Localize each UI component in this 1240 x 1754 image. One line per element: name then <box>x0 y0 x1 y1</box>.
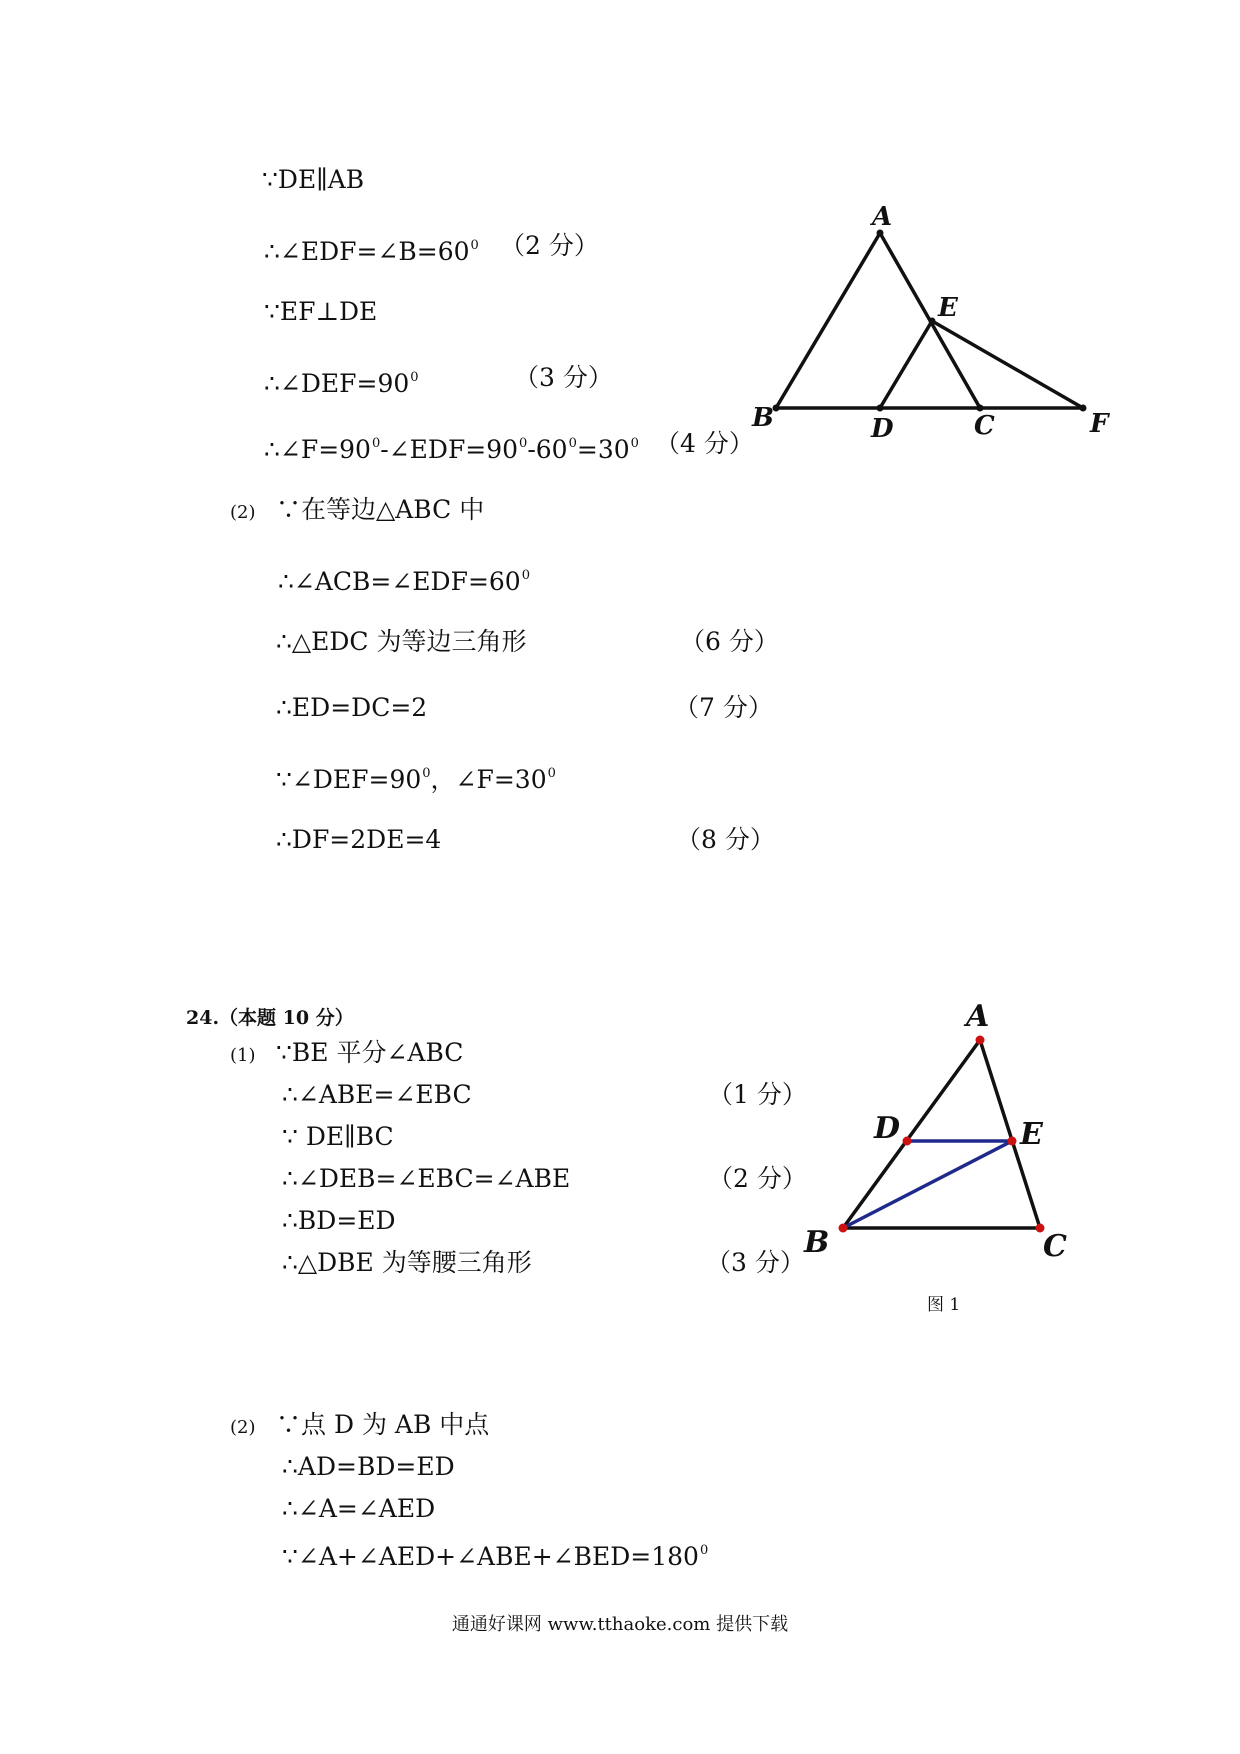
proof-line: ∴AD=BD=ED <box>282 1452 455 1481</box>
proof-line: ∴△DBE 为等腰三角形 <box>282 1248 532 1277</box>
sub-question-label: (1) <box>230 1045 256 1066</box>
question-heading: 24.（本题 10 分） <box>186 1007 354 1029</box>
label-C: C <box>1043 1229 1067 1264</box>
sub-question-label: (2) <box>230 1417 256 1438</box>
figure-caption: 图 1 <box>927 1295 961 1315</box>
label-C: C <box>974 411 995 441</box>
proof-line: ∵点 D 为 AB 中点 <box>276 1410 490 1439</box>
proof-line: ∵在等边△ABC 中 <box>276 495 485 524</box>
proof-line: ∵ DE∥BC <box>282 1122 394 1151</box>
proof-line: ∴△EDC 为等边三角形 <box>276 627 527 656</box>
label-E: E <box>1020 1117 1043 1152</box>
label-A: A <box>966 999 990 1034</box>
label-B: B <box>804 1225 830 1260</box>
point-D <box>903 1137 912 1146</box>
proof-line: ∴DF=2DE=4 <box>276 825 442 854</box>
label-D: D <box>874 1111 901 1146</box>
proof-line: ∴∠A=∠AED <box>282 1494 436 1523</box>
label-D: D <box>871 414 894 444</box>
label-B: B <box>752 403 774 433</box>
proof-line: ∴BD=ED <box>282 1206 396 1235</box>
segment-BE <box>843 1141 1012 1228</box>
proof-line: ∵DE∥AB <box>262 165 365 194</box>
score-label: （6 分） <box>680 627 779 656</box>
label-A: A <box>872 202 893 232</box>
proof-line: $\because\angle DEF=90^0$，$\angle F=30^0$ <box>276 765 556 794</box>
score-label: （4 分） <box>655 429 754 458</box>
proof-line: ∵EF⊥DE <box>264 297 378 326</box>
proof-line: $\therefore\angle EDF=\angle B=60^0$ <box>264 237 479 266</box>
score-label: （2 分） <box>708 1164 807 1193</box>
page-footer: 通通好课网 www.tthaoke.com 提供下载 <box>451 1614 789 1635</box>
segment-AB <box>843 1040 980 1228</box>
proof-line: ∵BE 平分∠ABC <box>276 1038 464 1067</box>
proof-line: ∴ED=DC=2 <box>276 693 428 722</box>
sub-question-label: (2) <box>230 502 256 523</box>
score-label: （7 分） <box>674 693 773 722</box>
score-label: （2 分） <box>500 231 599 260</box>
point-A <box>976 1036 985 1045</box>
proof-line: $\therefore\angle ACB=\angle EDF=60^0$ <box>278 567 530 596</box>
score-label: （3 分） <box>706 1248 805 1277</box>
proof-line: ∴∠DEB=∠EBC=∠ABE <box>282 1164 571 1193</box>
point-E <box>1008 1137 1017 1146</box>
label-E: E <box>938 293 958 323</box>
proof-line: $\therefore\angle DEF=90^0$ <box>264 369 419 398</box>
label-F: F <box>1090 409 1109 439</box>
proof-line: $\therefore\angle F=90^0-\angle EDF=90^0-60^0=30^0$ <box>264 435 639 464</box>
proof-line: $\because\angle A+\angle AED+\angle ABE+\angle BED=180^0$ <box>282 1542 709 1571</box>
proof-line: ∴∠ABE=∠EBC <box>282 1080 472 1109</box>
score-label: （1 分） <box>708 1080 807 1109</box>
point-B <box>839 1224 848 1233</box>
score-label: （3 分） <box>514 363 613 392</box>
score-label: （8 分） <box>676 825 775 854</box>
